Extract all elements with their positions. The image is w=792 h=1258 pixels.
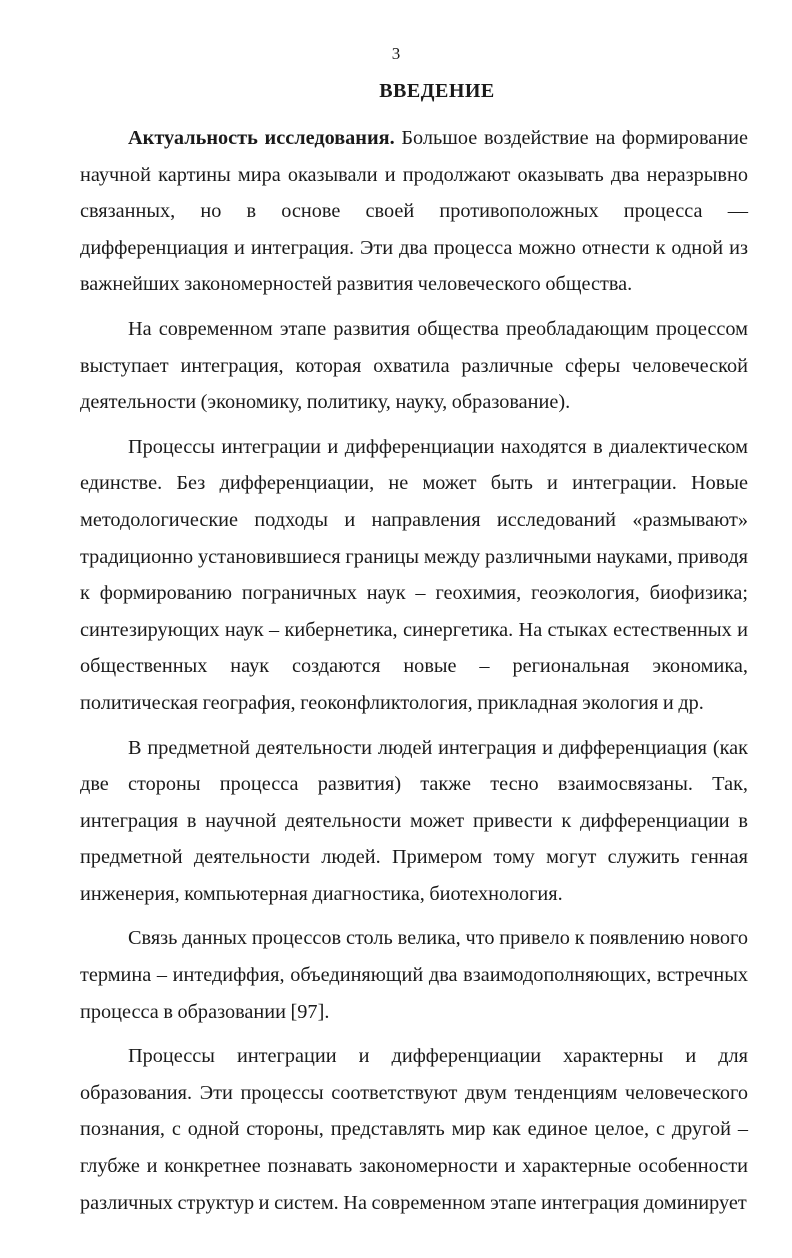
paragraph: Процессы интеграции и дифференциации характерны и для образования. Эти процессы соответствуют двум тенденциям человеческого познания, с одной стороны, представлять мир как единое целое, с другой – глубже и конкретнее познавать закономерности и характерные особенности различных структур и систем. На современном этапе интеграция доминирует <box>80 1045 748 1214</box>
paragraph: Связь данных процессов столь велика, что привело к появлению нового термина – интедиффия, объединяющий два взаимодополняющих, встречных процесса в образовании [97]. <box>80 927 748 1023</box>
paragraph-relevance <box>80 120 748 303</box>
paragraph: Процессы интеграции и дифференциации находятся в диалектическом единстве. Без дифференциации, не может быть и интеграции. Новые методологические подходы и направления исследований «размывают» традиционно установившиеся границы между различными науками, приводя к формированию пограничных наук – геохимия, геоэкология, биофизика; синтезирующих наук – кибернетика, синергетика. На стыках естественных и общественных наук создаются новые – региональная экономика, политическая география, геоконфликтология, прикладная экология и др. <box>80 435 748 714</box>
paragraph: На современном этапе развития общества преобладающим процессом выступает интеграция, которая охватила различные сферы человеческой деятельности (экономику, политику, науку, образование). <box>80 317 748 414</box>
page-title: ВВЕДЕНИЕ <box>379 80 495 102</box>
paragraph-text: Большое воздействие на формирование научной картины мира оказывали и продолжают оказывать два неразрывно связанных, но в основе своей противоположных процесса — дифференциация и интеграция. Эти два процесса можно отнести к одной из важнейших закономерностей развития человеческого общества. <box>80 127 748 296</box>
page-number: 3 <box>391 44 401 63</box>
body-text <box>80 120 748 1221</box>
paragraph-lead: Актуальность исследования. <box>128 127 395 149</box>
paragraph: В предметной деятельности людей интеграция и дифференциация (как две стороны процесса развития) также тесно взаимосвязаны. Так, интеграция в научной деятельности может привести к дифференциации в предметной деятельности людей. Примером тому могут служить генная инженерия, компьютерная диагностика, биотехнология. <box>80 736 748 905</box>
